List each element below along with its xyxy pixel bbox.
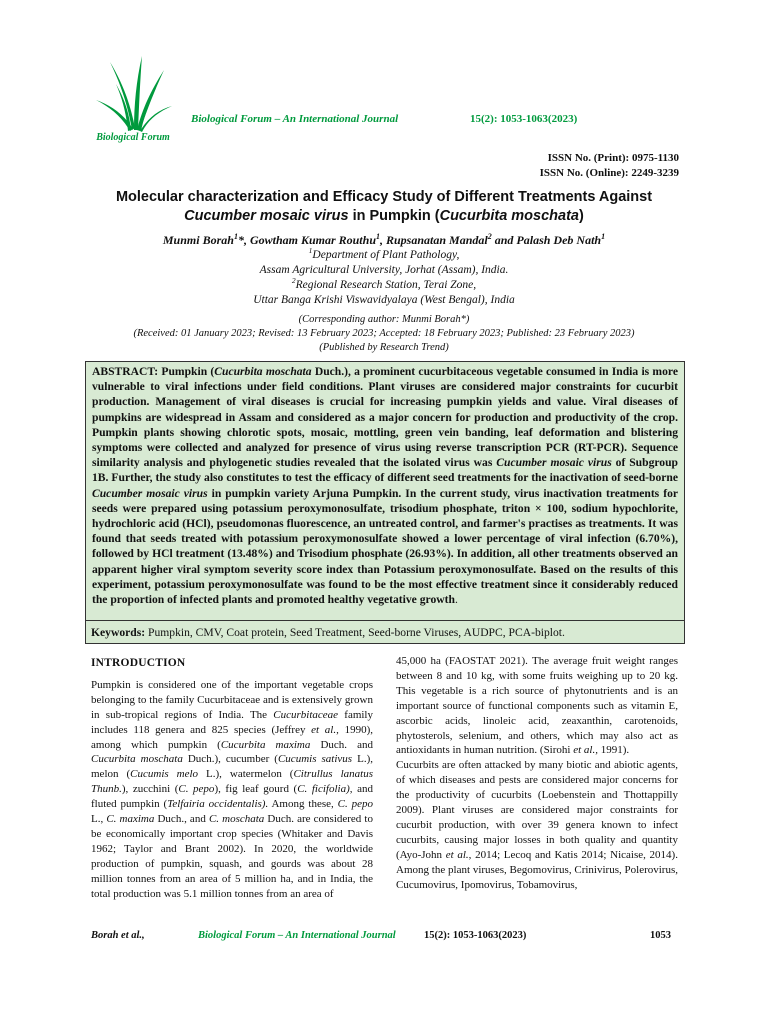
keywords: Keywords: Pumpkin, CMV, Coat protein, Seed Treatment, Seed-borne Viruses, AUDPC, PCA-biplot.	[91, 626, 565, 639]
left-column	[91, 652, 373, 902]
keywords-label: Keywords:	[91, 626, 146, 639]
abstract-label: ABSTRACT:	[92, 365, 159, 378]
published-by: (Published by Research Trend)	[319, 342, 449, 353]
intro-paragraph: Pumpkin is considered one of the important vegetable crops belonging to the family Cucurbitaceae and is extensively grown in sub-tropical regions of India. The Cucurbitaceae family includes 118 genera and 825 species (Jeffrey et al., 1990), among which pumpkin (Cucurbita maxima Duch. and Cucurbita moschata Duch.), cucumber (Cucumis sativus L.), melon (Cucumis melo L.), watermelon (Citrullus lanatus Thunb.), zucchini (C. pepo), fig leaf gourd (C. ficifolia), and fluted pumpkin (Telfairia occidentalis). Among these, C. pepo L., C. maxima Duch., and C. moschata Duch. are considered to be economically important crop species (Whitaker and Davis 1962; Taylor and Brant 2002). In 2020, the worldwide production of pumpkin, squash, and gourds was about 28 million tonnes from an area of 5 million ha, and in India, the total production was 5.1 million tonnes from an area of	[91, 678, 374, 900]
journal-volume: 15(2): 1053-1063(2023)	[470, 113, 578, 125]
abstract-text: ABSTRACT: Pumpkin (Cucurbita moschata Duch.), a prominent cucurbitaceous vegetable consumed in India is more vulnerable to viral infections under field conditions. Plant viruses are considered major constraints for cucurbit production. Management of viral diseases is crucial for increasing pumpkin yields and value. Viral diseases of pumpkins are widespread in Assam and considered as a major concern for production and productivity of the crop. Pumpkin plants showing chlorotic spots, mosaic, mottling, green vein banding, leaf deformation and blistering symptoms were collected and analyzed for presence of virus using reverse transcription PCR (RT-PCR). Sequence similarity analysis and phylogenetic studies revealed that the isolated virus was Cucumber mosaic virus of Subgroup 1B. Further, the study also constitutes to test the efficacy of different seed treatments for the inactivation of seed-borne Cucumber mosaic virus in pumpkin variety Arjuna Pumpkin. In the current study, virus inactivation treatments for seeds were prepared using potassium peroxymonosulfate, trisodium phosphate, triton × 100, sodium hypochlorite, hydrochloric acid (HCl), pseudomonas fluorescence, an untreated control, and farmer's practises as treatments. It was found that seeds treated with potassium peroxymonosulfate showed a lower percentage of viral infection (6.70%), followed by HCl treatment (13.48%) and Trisodium phosphate (26.93%). In addition, all other treatments observed an apparent higher viral symptom severity score index than Potassium peroxymonosulfate. Based on the results of this experiment, potassium peroxymonosulfate was found to be the most effective treatment since it considerably reduced the proportion of infected plants and promoted healthy vegetative growth.	[92, 365, 679, 607]
footer-journal: Biological Forum – An International Journal	[198, 930, 396, 941]
author-name: Palash Deb Nath	[516, 233, 602, 247]
footer-volume: 15(2): 1053-1063(2023)	[424, 930, 527, 941]
author-name: Rupsanatan Mandal	[386, 233, 488, 247]
corresponding-author: (Corresponding author: Munmi Borah*)	[298, 314, 470, 325]
received-dates: (Received: 01 January 2023; Revised: 13 February 2023; Accepted: 18 February 2023; Published: 23 February 2023)	[133, 328, 635, 339]
logo-lettering: Biological Forum	[96, 132, 170, 143]
abstract-divider	[85, 620, 685, 621]
affiliation-1-line1: $^1$Department of Plant Pathology,	[308, 246, 460, 261]
journal-logo	[92, 52, 174, 144]
abstract-box	[85, 361, 685, 644]
issn-print: ISSN No. (Print): 0975-1130	[547, 152, 679, 164]
author-name: Gowtham Kumar Routhu	[249, 233, 376, 247]
affiliation-2-line2: Uttar Banga Krishi Viswavidyalaya (West Bengal), India	[253, 294, 515, 306]
body-paragraph: 45,000 ha (FAOSTAT 2021). The average fruit weight ranges between 8 and 10 kg, with some fruits weighing up to 20 kg. This vegetable is a rich source of phytonutrients and is an important source of functional components such as vitamin E, ascorbic acids, linoleic acid, zeaxanthin, carotenoids, phytosterols, selenium, and others, which may also act as antioxidants in human nutrition. (Sirohi et al., 1991).	[396, 655, 678, 757]
page-number: 1053	[650, 930, 671, 941]
author-list: Munmi Borah$^1$*, Gowtham Kumar Routhu$^1$, Rupsanatan Mandal$^2$ and Palash Deb Nath$^1$	[162, 232, 606, 247]
section-heading-introduction: INTRODUCTION	[91, 657, 186, 669]
affiliation-1-line2: Assam Agricultural University, Jorhat (Assam), India.	[259, 264, 509, 276]
paper-title-line2: Cucumber mosaic virus in Pumpkin (Cucurbita moschata)	[184, 208, 584, 224]
right-column	[396, 654, 678, 893]
paper-title-line1: Molecular characterization and Efficacy Study of Different Treatments Against	[115, 189, 653, 205]
author-name: Munmi Borah	[162, 233, 234, 247]
issn-online: ISSN No. (Online): 2249-3239	[539, 167, 679, 179]
body-paragraph: Cucurbits are often attacked by many biotic and abiotic agents, of which diseases and pests are considered major concerns for the productivity of cucurbits (Loebenstein and Thottappilly 2009). Plant viruses are considered major constraints for cucurbit production, with over 39 genera known to infect cucurbits, causing major losses in both quality and quantity (Ayo-John et al., 2014; Lecoq and Katis 2014; Nicaise, 2014). Among the plant viruses, Begomovirus, Crinivirus, Polerovirus, Cucumovirus, Ipomovirus, Tobamovirus,	[396, 759, 678, 891]
footer-author: Borah et al.,	[91, 930, 145, 941]
journal-name: Biological Forum – An International Journal	[191, 113, 399, 125]
affiliation-2-line1: $^2$Regional Research Station, Terai Zone,	[291, 276, 477, 291]
